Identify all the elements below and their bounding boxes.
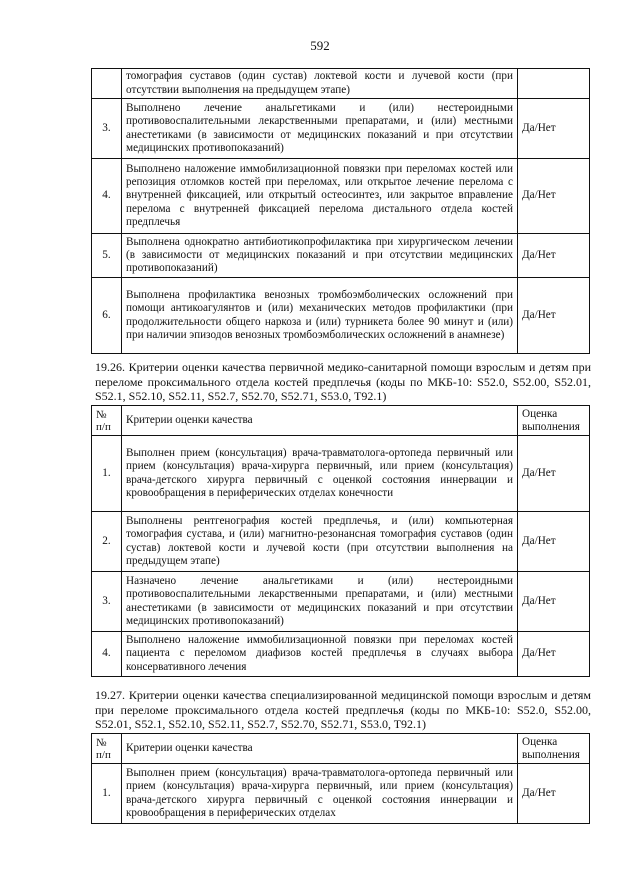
criteria-table-19-26 [91,405,590,677]
row-number: 5. [92,234,122,278]
section-heading-19-26: 19.26. Критерии оценки качества первичной медико-санитарной помощи взрослым и детям при переломе проксимального отдела костей предплечья (коды по МКБ-10: S52.0, S52.00, S52.01, S52.1, S52.10, S52.11, S52.7, S52.70, S52.71, S53.0, T92.1) [95,360,591,403]
grade-cell: Да/Нет [518,572,590,632]
table-row [92,159,590,234]
table-row [92,512,590,572]
column-header-grade: Оценка выполнения [518,406,590,436]
column-header-number: № п/п [92,734,122,764]
row-number: 2. [92,512,122,572]
grade-cell [518,69,590,99]
row-number: 1. [92,436,122,512]
criterion-text: Выполнено лечение анальгетиками и (или) нестероидными противовоспалительными лекарственными препаратами, и (или) местными анестетиками (в зависимости от медицинских показаний и при отсутствии медицинских противопоказаний) [122,99,518,159]
table-row [92,69,590,99]
row-number: 4. [92,159,122,234]
table-row [92,436,590,512]
column-header-criteria: Критерии оценки качества [122,406,518,436]
criterion-text: Выполнена однократно антибиотикопрофилактика при хирургическом лечении (в зависимости от медицинских показаний и при отсутствии медицинских противопоказаний) [122,234,518,278]
table-row [92,278,590,354]
criterion-text: Выполнено наложение иммобилизационной повязки при переломах костей пациента с переломом диафизов костей предплечья в случаях выбора консервативного лечения [122,632,518,677]
page-number: 592 [310,38,330,53]
grade-cell: Да/Нет [518,99,590,159]
table-header-row [92,734,590,764]
grade-cell: Да/Нет [518,512,590,572]
row-number: 3. [92,572,122,632]
row-number: 3. [92,99,122,159]
table-row [92,764,590,824]
grade-cell: Да/Нет [518,278,590,354]
grade-cell: Да/Нет [518,436,590,512]
grade-cell: Да/Нет [518,632,590,677]
column-header-criteria: Критерии оценки качества [122,734,518,764]
criterion-text: Назначено лечение анальгетиками и (или) нестероидными противовоспалительными лекарственными препаратами, и (или) местными анестетиками (в зависимости от медицинских показаний и при отсутствии медицинских противопоказаний) [122,572,518,632]
table-header-row [92,406,590,436]
column-header-grade: Оценка выполнения [518,734,590,764]
section-heading-19-27: 19.27. Критерии оценки качества специализированной медицинской помощи взрослым и детям при переломе проксимального отдела костей предплечья (коды по МКБ-10: S52.0, S52.00, S52.01, S52.1, S52.10, S52.11, S52.7, S52.70, S52.71, S53.0, T92.1) [95,688,591,731]
grade-cell: Да/Нет [518,234,590,278]
criterion-text: Выполнено наложение иммобилизационной повязки при переломах костей или репозиция отломков костей при переломах, или открытое лечение перелома с внутренней фиксацией, или открытый остеосинтез, или закрытое вправление перелома с внутренней фиксацией перелома дистального отдела костей предплечья [122,159,518,234]
row-number: 6. [92,278,122,354]
table-row [92,234,590,278]
criterion-text: Выполнена профилактика венозных тромбоэмболических осложнений при помощи антикоагулянтов и (или) механических методов профилактики (при продолжительности общего наркоза и (или) турникета более 90 минут и (или) при наличии эпизодов венозных тромбоэмболических осложнений в анамнезе) [122,278,518,354]
column-header-number: № п/п [92,406,122,436]
criterion-text: томография суставов (один сустав) локтевой кости и лучевой кости (при отсутствии выполнения на предыдущем этапе) [122,69,518,99]
criteria-table-continued [91,68,590,354]
grade-cell: Да/Нет [518,764,590,824]
criteria-table-19-27 [91,733,590,824]
grade-cell: Да/Нет [518,159,590,234]
table-row [92,572,590,632]
table-row [92,632,590,677]
criterion-text: Выполнены рентгенография костей предплечья, и (или) компьютерная томография сустава, и (или) магнитно-резонансная томография суставов (один сустав) локтевой кости и лучевой кости (при отсутствии выполнения на предыдущем этапе) [122,512,518,572]
row-number: 1. [92,764,122,824]
row-number [92,69,122,99]
criterion-text: Выполнен прием (консультация) врача-травматолога-ортопеда первичный или прием (консультация) врача-хирурга первичный, или прием (консультация) врача-детского хирурга первичный с оценкой состояния иннервации и кровообращения в периферических отделах [122,764,518,824]
row-number: 4. [92,632,122,677]
table-row [92,99,590,159]
criterion-text: Выполнен прием (консультация) врача-травматолога-ортопеда первичный или прием (консультация) врача-хирурга первичный, или прием (консультация) врача-детского хирурга первичный с оценкой состояния иннервации и кровообращения в периферических отделах конечности [122,436,518,512]
